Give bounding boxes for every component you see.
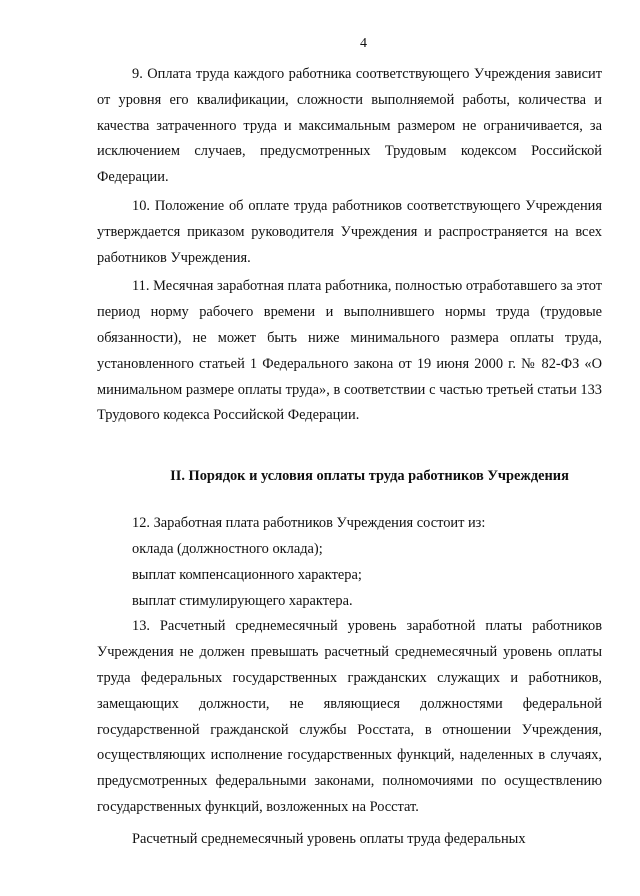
paragraph-11: 11. Месячная заработная плата работника, полностью отработавшего за этот период норму рабочего времени и выполнившего нормы труда (трудовые обязанности), не может быть ниже минимального размера оплаты труда, установленного статьей 1 Федерального закона от 19 июня 2000 г. № 82-ФЗ «О минимальном размере оплаты труда», в соответствии с частью третьей статьи 133 Трудового кодекса Российской Федерации. [97,278,602,424]
paragraph-12-intro: 12. Заработная плата работников Учреждения состоит из: [132,515,486,532]
page-number: 4 [360,36,367,51]
list-item: оклада (должностного оклада); [132,540,323,557]
section-heading: II. Порядок и условия оплаты труда работников Учреждения [170,468,569,485]
paragraph-13: 13. Расчетный среднемесячный уровень заработной платы работников Учреждения не должен превышать расчетный среднемесячный уровень оплаты труда федеральных государственных гражданских служащих и работников, замещающих должности, не являющиеся должностями федеральной государственной гражданской службы Росстата, в отношении Учреждения, осуществляющих исполнение государственных функций, наделенных в случаях, предусмотренных федеральными законами, полномочиями по осуществлению государственных функций, возложенных на Росстат. [97,618,602,815]
paragraph-10: 10. Положение об оплате труда работников соответствующего Учреждения утверждается приказом руководителя Учреждения и распространяется на всех работников Учреждения. [97,197,602,266]
list-item: выплат компенсационного характера; [132,566,362,583]
list-item: выплат стимулирующего характера. [132,592,353,609]
paragraph-continuation: Расчетный среднемесячный уровень оплаты труда федеральных [132,830,526,847]
paragraph-9: 9. Оплата труда каждого работника соответствующего Учреждения зависит от уровня его квалификации, сложности выполняемой работы, количества и качества затраченного труда и максимальным размером не ограничивается, за исключением случаев, предусмотренных Трудовым кодексом Российской Федерации. [97,66,602,186]
